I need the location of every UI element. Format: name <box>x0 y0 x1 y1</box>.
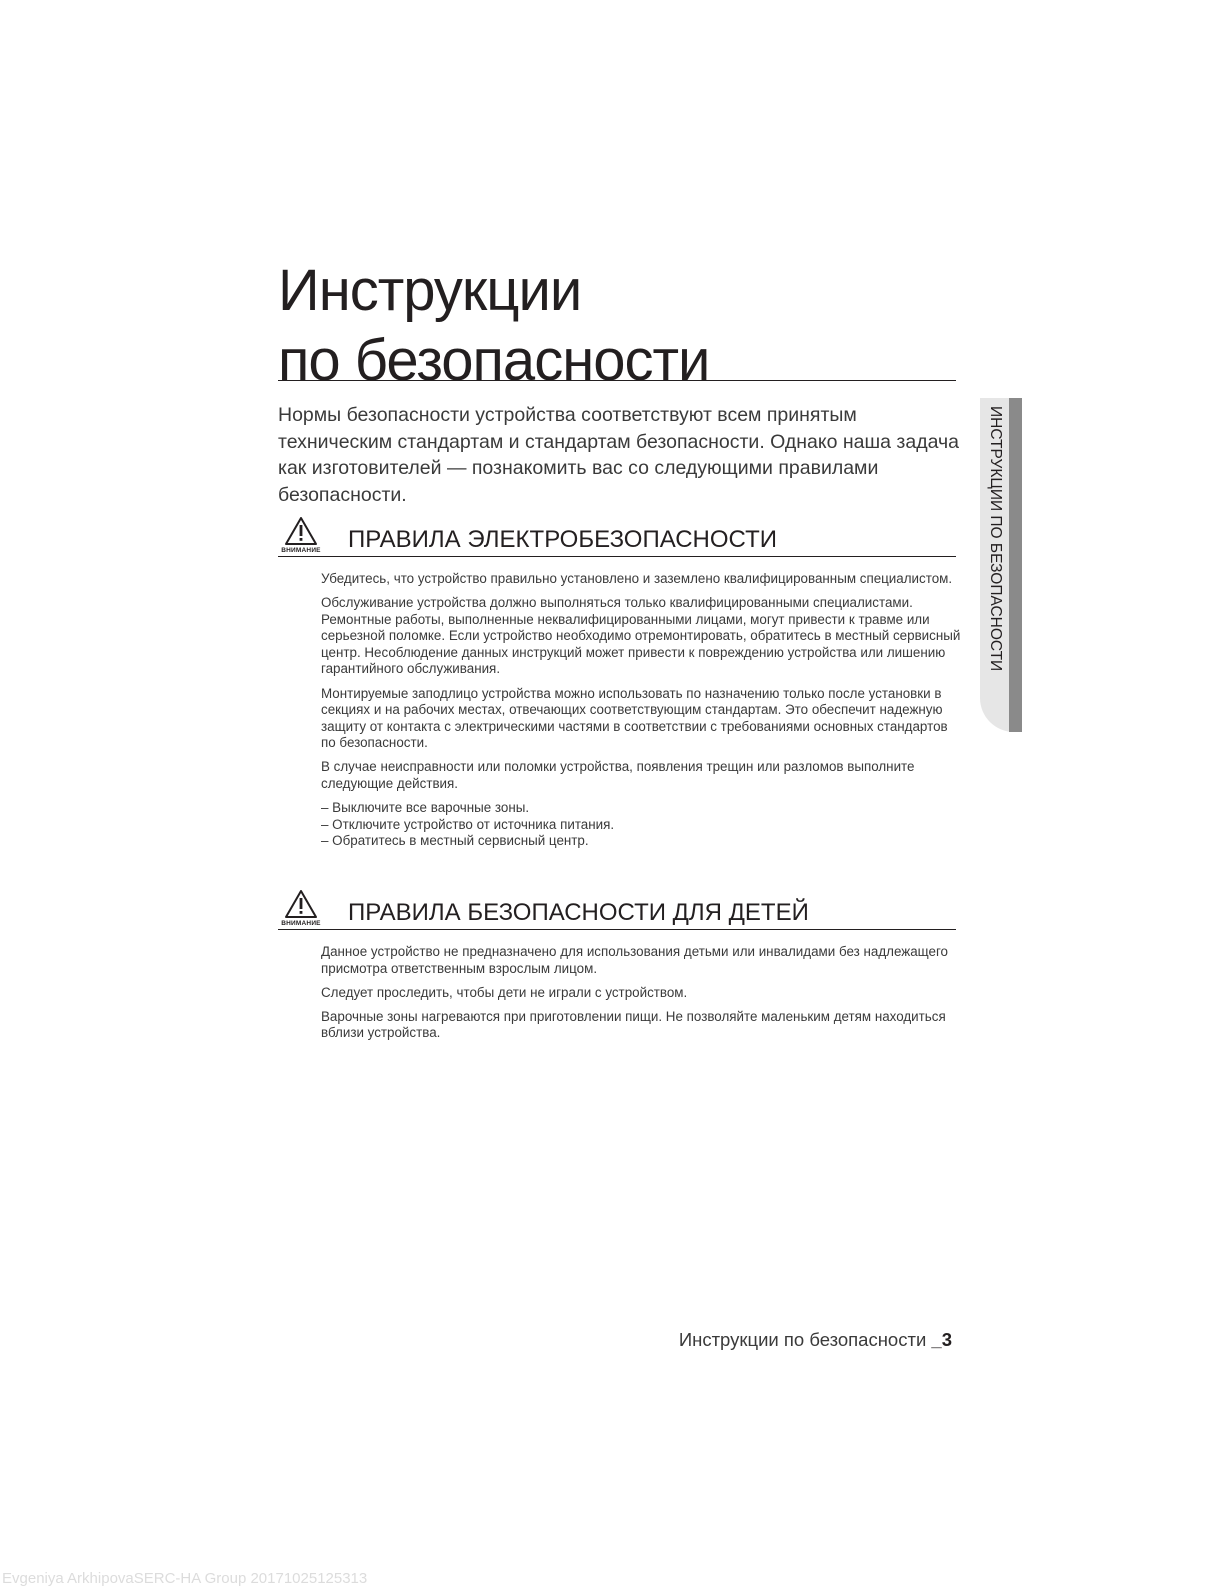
paragraph: В случае неисправности или поломки устройства, появления трещин или разломов выполните следующие действия. <box>321 759 915 792</box>
paragraph: Обслуживание устройства должно выполняться только квалифицированными специалистами. Ремонтные работы, выполненные неквалифицированными лицами, могут привести к травме или серьезной поломке. Если устройство необходимо отремонтировать, обратитесь в местный сервисный центр. Несоблюдение данных инструкций может привести к повреждению устройства или лишению гарантийного обслуживания. <box>321 595 961 677</box>
page-title-line-1: Инструкции <box>278 258 582 323</box>
intro-paragraph: Нормы безопасности устройства соответствуют всем принятым техническим стандартам и стандартам безопасности. Однако наша задача как изготовителей — познакомить вас со следующими правилами безопасности. <box>278 404 960 506</box>
warning-badge <box>278 516 324 555</box>
page-title-line-2: по безопасности <box>278 328 710 393</box>
section-body-electrical <box>321 571 961 850</box>
list-item: – Выключите все варочные зоны. <box>321 800 530 816</box>
side-chapter-tab <box>980 398 1022 732</box>
paragraph: Варочные зоны нагреваются при приготовлении пищи. Не позволяйте маленьким детям находиться вблизи устройства. <box>321 1008 946 1041</box>
paragraph: Следует проследить, чтобы дети не играли с устройством. <box>321 984 688 1000</box>
list-item: – Отключите устройство от источника питания. <box>321 816 615 832</box>
list-item: – Обратитесь в местный сервисный центр. <box>321 833 589 849</box>
warning-badge <box>278 889 324 928</box>
warning-triangle-icon <box>284 516 318 546</box>
side-tab-label: ИНСТРУКЦИИ ПО БЕЗОПАСНОСТИ <box>987 406 1004 672</box>
section-header-electrical <box>278 516 956 557</box>
section-title-electrical: ПРАВИЛА ЭЛЕКТРОБЕЗОПАСНОСТИ <box>348 526 777 553</box>
section-body-children <box>321 944 961 1049</box>
section-header-children <box>278 889 956 930</box>
action-list <box>321 800 961 850</box>
paragraph: Монтируемые заподлицо устройства можно использовать по назначению только после установки в секциях и на рабочих местах, отвечающих соответствующим стандартам. Это обеспечит надежную защиту от контакта с электрическими частями в соответствии с требованиями основных стандартов по безопасности. <box>321 685 948 751</box>
warning-triangle-icon <box>284 889 318 919</box>
page-footer <box>679 1328 952 1352</box>
warning-label: ВНИМАНИЕ <box>281 547 321 554</box>
section-title-children: ПРАВИЛА БЕЗОПАСНОСТИ ДЛЯ ДЕТЕЙ <box>348 899 809 926</box>
paragraph: Данное устройство не предназначено для использования детьми или инвалидами без надлежащего присмотра ответственным взрослым лицом. <box>321 944 949 976</box>
title-divider <box>278 380 956 381</box>
watermark: Evgeniya ArkhipovaSERC-HA Group 20171025125313 <box>2 1570 368 1587</box>
footer-section-name: Инструкции по безопасности <box>678 1329 932 1350</box>
paragraph: Убедитесь, что устройство правильно установлено и заземлено квалифицированным специалистом. <box>321 571 953 586</box>
side-tab-stripe <box>1009 398 1022 732</box>
page-title <box>278 256 956 396</box>
warning-label: ВНИМАНИЕ <box>281 920 321 927</box>
page-number: _3 <box>931 1329 952 1350</box>
